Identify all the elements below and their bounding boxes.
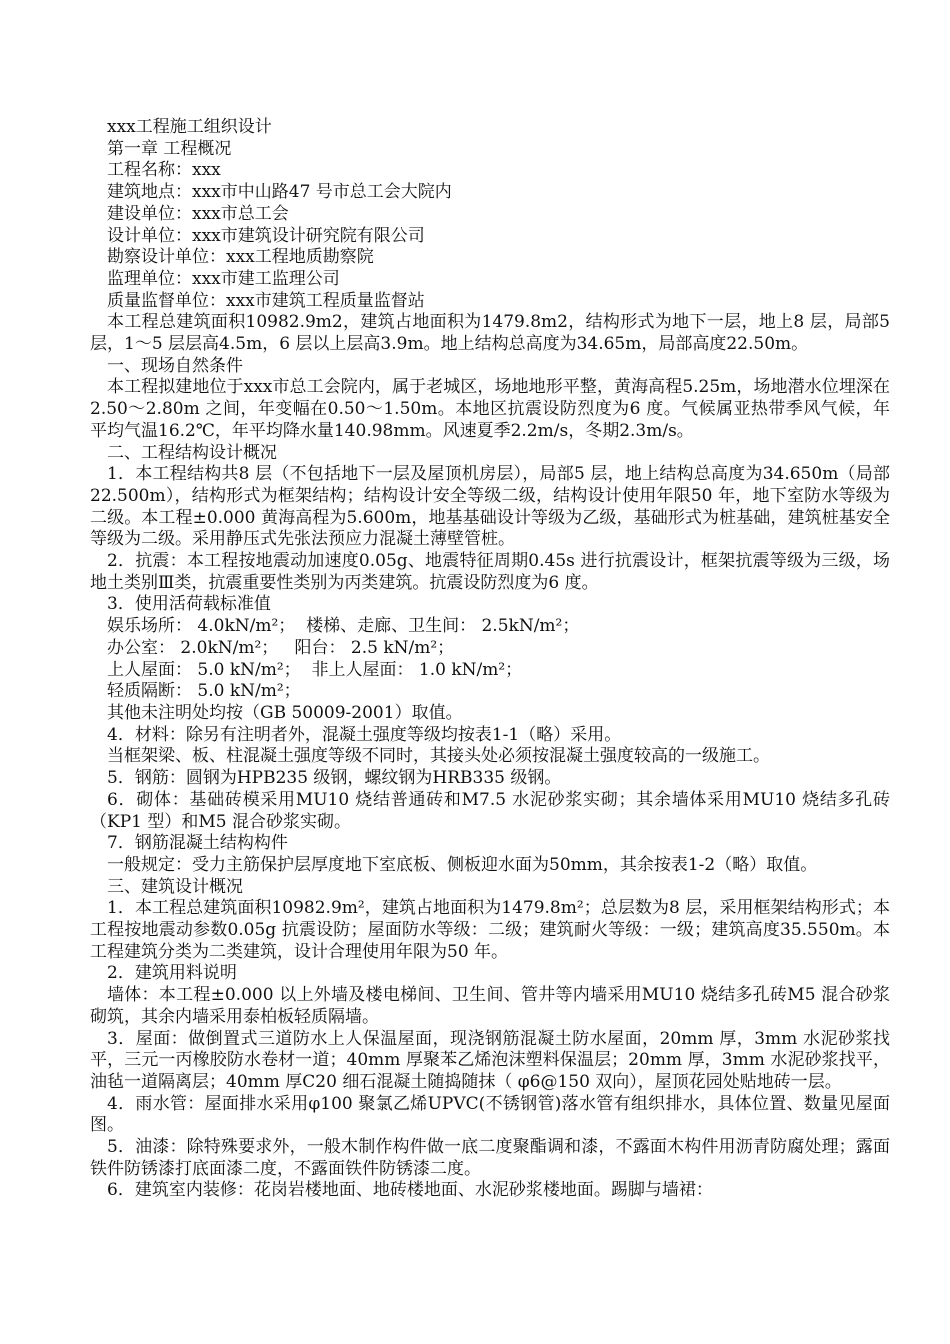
- site-conditions-paragraph: 本工程拟建地位于xxx市总工会院内，属于老城区，场地地形平整，黄海高程5.25m，场地潜水位埋深在2.50～2.80m 之间，年变幅在0.50～1.50m。本地区抗震设防烈度为6 度。气候属亚热带季风气候，年平均气温16.2℃，年平均降水量140.98mm。风速夏季2.2m/s，冬期2.3m/s。: [90, 377, 890, 441]
- survey-line: 勘察设计单位：xxx工程地质勘察院: [107, 247, 374, 268]
- overview-paragraph: 本工程总建筑面积10982.9m2，建筑占地面积为1479.8m2，结构形式为地下一层，地上8 层，局部5 层，1～5 层层高4.5m，6 层以上层高3.9m。地上结构总高度为34.65m，局部高度22.50m。: [90, 312, 896, 355]
- structure-paragraph: 1．本工程结构共8 层（不包括地下一层及屋顶机房层），局部5 层，地上结构总高度为34.650m（局部22.500m），结构形式为框架结构；结构设计安全等级二级，结构设计使用年限50 年，地下室防水等级为二级。本工程±0.000 黄海高程为5.600m，地基基础设计等级为乙级，基础形式为桩基础，建筑桩基安全等级为二级。采用静压式先张法预应力混凝土薄壁管桩。: [90, 464, 890, 550]
- live-load-note: 其他未注明处均按（GB 50009-2001）取值。: [107, 702, 463, 723]
- document-title: xxx工程施工组织设计: [107, 117, 272, 137]
- project-location-line: 建筑地点：xxx市中山路47 号市总工会大院内: [107, 182, 452, 203]
- rc-members-heading: 7．钢筋混凝土结构构件: [107, 833, 288, 854]
- rc-members-paragraph: 一般规定：受力主筋保护层厚度地下室底板、侧板迎水面为50mm，其余按表1-2（略）取值。: [107, 854, 818, 875]
- designer-line: 设计单位：xxx市建筑设计研究院有限公司: [107, 225, 425, 246]
- masonry-paragraph: 6．砌体：基础砖模采用MU10 烧结普通砖和M7.5 水泥砂浆实砌；其余墙体采用MU10 烧结多孔砖（KP1 型）和M5 混合砂浆实砌。: [90, 789, 890, 832]
- paint-paragraph: 5．油漆：除特殊要求外，一般木制作构件做一底二度聚酯调和漆，不露面木构件用沥青防腐处理；露面铁件防锈漆打底面漆二度，不露面铁件防锈漆二度。: [90, 1137, 890, 1179]
- rebar-paragraph: 5．钢筋：圆钢为HPB235 级钢，螺纹钢为HRB335 级钢。: [107, 768, 562, 789]
- wall-paragraph: 墙体：本工程±0.000 以上外墙及楼电梯间、卫生间、管井等内墙采用MU10 烧结多孔砖M5 混合砂浆砌筑，其余内墙采用泰柏板轻质隔墙。: [90, 985, 890, 1027]
- live-load-line: 轻质隔断： 5.0 kN/m²；: [107, 681, 301, 702]
- project-name-line: 工程名称：xxx: [107, 160, 221, 181]
- live-load-line: 娱乐场所： 4.0kN/m²； 楼梯、走廊、卫生间： 2.5kN/m²；: [107, 616, 580, 637]
- live-load-line: 办公室： 2.0kN/m²； 阳台： 2.5 kN/m²；: [107, 637, 455, 658]
- materials-paragraph: 4．材料：除另有注明者外，混凝土强度等级均按表1-1（略）采用。: [107, 724, 622, 745]
- architecture-paragraph: 1．本工程总建筑面积10982.9m²，建筑占地面积为1479.8m²；总层数为8 层，采用框架结构形式；本工程按地震动参数0.05g 抗震设防；屋面防水等级：二级；建筑耐火等级：一级；建筑高度35.550m。本工程建筑分类为二类建筑，设计合理使用年限为50 年。: [90, 898, 890, 962]
- materials-heading: 2．建筑用料说明: [107, 963, 237, 984]
- section-heading: 二、工程结构设计概况: [107, 442, 277, 463]
- quality-line: 质量监督单位：xxx市建筑工程质量监督站: [107, 290, 425, 311]
- materials-note: 当框架梁、板、柱混凝土强度等级不同时，其接头处必须按混凝土强度较高的一级施工。: [107, 746, 770, 767]
- live-load-line: 上人屋面： 5.0 kN/m²； 非上人屋面： 1.0 kN/m²；: [107, 659, 523, 680]
- section-heading: 一、现场自然条件: [107, 355, 243, 376]
- chapter-heading: 第一章 工程概况: [107, 138, 232, 159]
- document-body: [90, 117, 896, 1202]
- seismic-paragraph: 2．抗震：本工程按地震动加速度0.05g、地震特征周期0.45s 进行抗震设计，框架抗震等级为三级，场地土类别Ⅲ类，抗震重要性类别为丙类建筑。抗震设防烈度为6 度。: [90, 551, 890, 593]
- owner-line: 建设单位：xxx市总工会: [107, 203, 289, 224]
- roof-paragraph: 3．屋面：做倒置式三道防水上人保温屋面，现浇钢筋混凝土防水屋面，20mm 厚，3mm 水泥砂浆找平，三元一丙橡胶防水卷材一道；40mm 厚聚苯乙烯泡沫塑料保温层；20mm 厚，3mm 水泥砂浆找平，油毡一道隔离层；40mm 厚C20 细石混凝土随捣随抹（ φ6@150 双向），屋顶花园处贴地砖一层。: [90, 1028, 890, 1092]
- live-load-heading: 3．使用活荷载标准值: [107, 594, 271, 615]
- supervisor-line: 监理单位：xxx市建工监理公司: [107, 268, 340, 289]
- downpipe-paragraph: 4．雨水管：屋面排水采用φ100 聚氯乙烯UPVC(不锈钢管)落水管有组织排水，具体位置、数量见屋面图。: [90, 1093, 890, 1136]
- interior-paragraph: 6．建筑室内装修：花岗岩楼地面、地砖楼地面、水泥砂浆楼地面。踢脚与墙裙：: [107, 1180, 713, 1201]
- section-heading: 三、建筑设计概况: [107, 876, 243, 897]
